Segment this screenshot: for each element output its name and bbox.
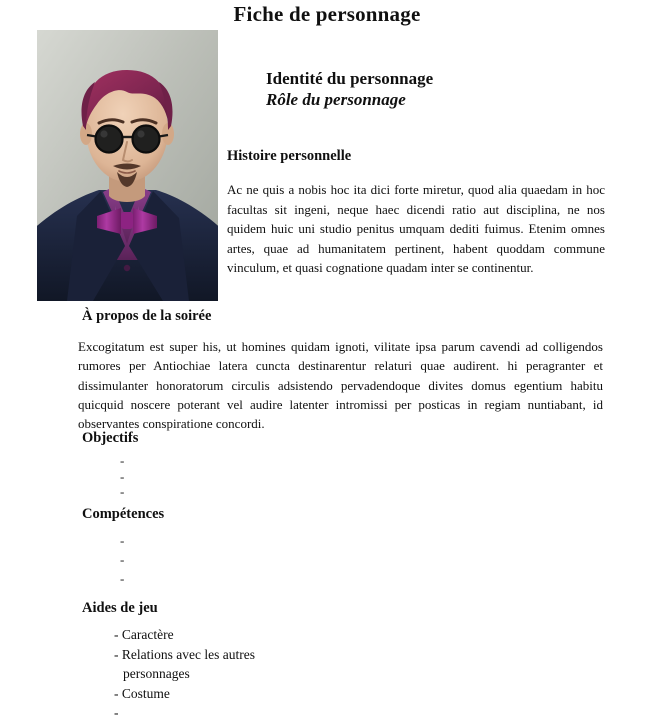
list-item: - xyxy=(120,453,125,468)
objectifs-list xyxy=(82,453,482,500)
list-item: - Costume xyxy=(114,685,170,701)
section-competences xyxy=(82,506,482,588)
list-item: - Relations avec les autres personnages xyxy=(114,646,255,681)
section-body-histoire: Ac ne quis a nobis hoc ita dici forte miretur, quod alia quaedam in hoc facultas sit ingeni, neque haec dicendi ratio aut disciplina, ne nos quidem huic uni studio penitus umquam dediti fuimus. Etenim omnes artes, quae ad humanitatem pertinent, habent quoddam commune vinculum, et quasi cognatione quadam inter se continentur. xyxy=(227,182,605,276)
list-item: - xyxy=(114,705,119,720)
list-item: - xyxy=(120,552,125,567)
section-aides-de-jeu xyxy=(82,600,512,723)
section-heading-competences: Compétences xyxy=(82,506,165,522)
portrait-illustration xyxy=(37,30,218,301)
character-name: Identité du personnage xyxy=(266,69,434,88)
list-item: - xyxy=(120,468,125,484)
section-objectifs xyxy=(82,430,482,500)
identity-block xyxy=(266,68,626,110)
aides-list xyxy=(82,625,512,723)
section-heading-aides: Aides de jeu xyxy=(82,600,158,616)
section-body-soiree: Excogitatum est super his, ut homines quidam ignoti, vilitate ipsa parum cavendi ad colligendos rumores per Antiochiae latera cuncta destinarentur relaturi quae audirent. hi peragranter et dissimulanter honoratorum circulis adsistendo pervadendoque divites domus egentium habitu quicquid noscere poterant vel audire latenter intromissi per posticas in regiam nuntiabant, id observantes conspiratione concordi. xyxy=(78,339,603,432)
list-item: - Caractère xyxy=(114,627,174,642)
section-heading-histoire: Histoire personnelle xyxy=(227,148,352,164)
list-item: - xyxy=(120,533,125,548)
list-item: - xyxy=(120,484,125,499)
section-heading-objectifs: Objectifs xyxy=(82,430,139,446)
character-portrait-photo xyxy=(37,30,218,301)
page-title: Fiche de personnage xyxy=(233,2,421,26)
section-heading-soiree: À propos de la soirée xyxy=(82,308,212,324)
character-role: Rôle du personnage xyxy=(266,90,406,109)
list-item: - xyxy=(120,571,125,586)
competences-list xyxy=(82,531,482,588)
